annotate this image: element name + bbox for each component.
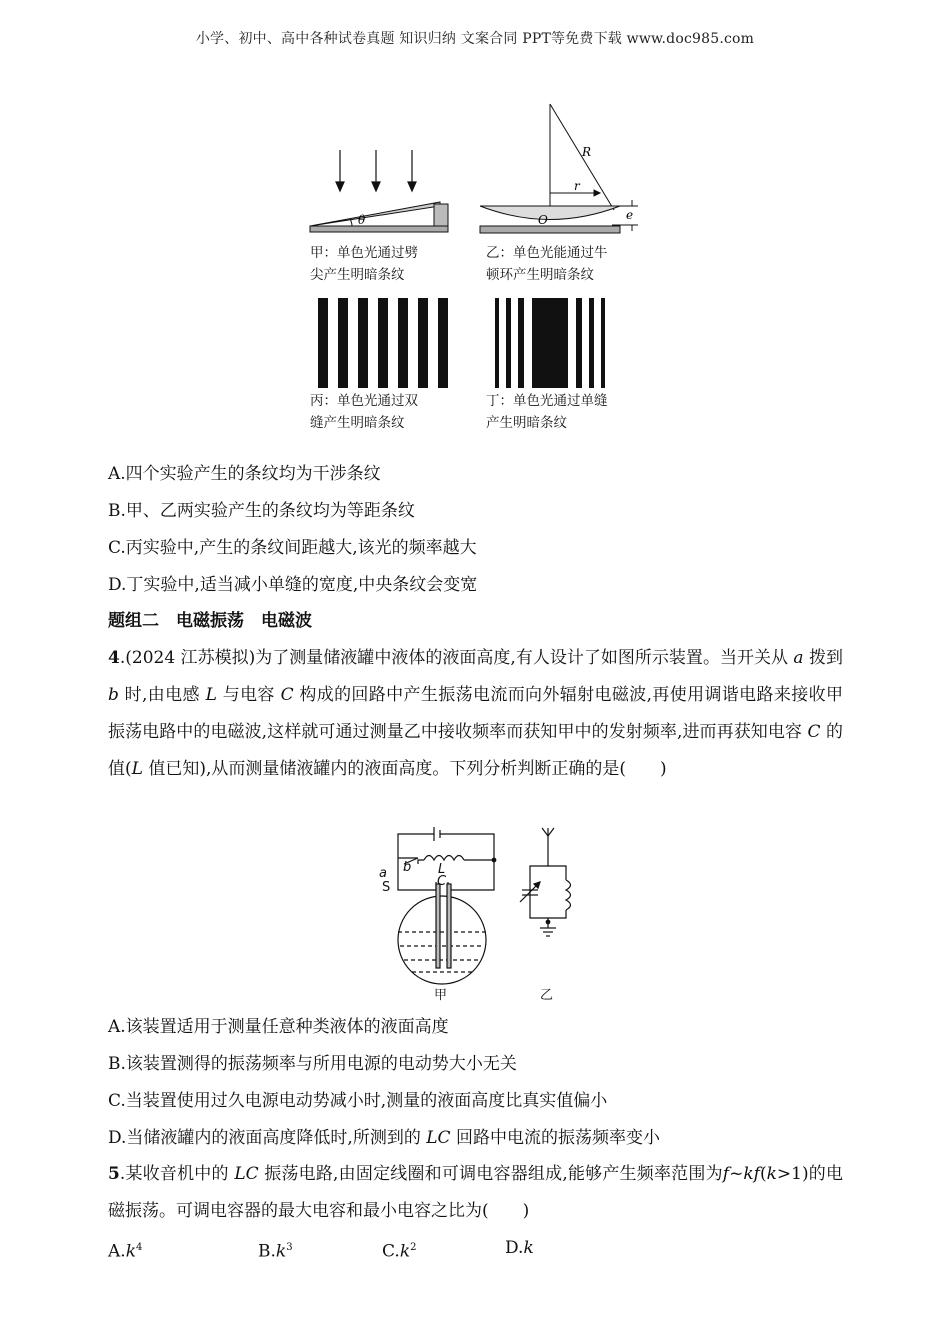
q5-text: 振荡电路,由固定线圈和可调电容器组成,能够产生频率范围为 — [258, 1164, 723, 1184]
q5-option-c-label: C. — [382, 1241, 400, 1262]
q4-option-d-text: D.当储液罐内的液面高度降低时,所测到的 — [108, 1128, 427, 1148]
q4-option-c: C.当装置使用过久电源电动势减小时,测量的液面高度比真实值偏小 — [108, 1091, 608, 1111]
q5-option-b-k: k — [275, 1241, 287, 1262]
q5-text: ( — [759, 1164, 767, 1184]
q4-number: 4 — [108, 648, 120, 668]
q5-text: .某收音机中的 — [119, 1164, 235, 1184]
q3-option-a: A.四个实验产生的条纹均为干涉条纹 — [108, 464, 381, 484]
air-wedge — [310, 202, 448, 232]
q5-option-b — [258, 1236, 293, 1264]
q5-option-b-exp: 3 — [286, 1242, 293, 1253]
caption-yi-1: 乙：单色光能通过牛 — [486, 245, 608, 261]
newton-rings-apparatus — [480, 104, 638, 233]
q4-C: C — [807, 722, 821, 742]
q5-stem — [108, 1156, 843, 1230]
q5-option-a-k: k — [125, 1241, 136, 1262]
q4-stem — [108, 640, 843, 788]
r-label: r — [574, 179, 580, 193]
q4-option-d-lc: LC — [426, 1128, 451, 1148]
q4-text: 值已知),从而测量储液罐内的液面高度。下列分析判断正确的是( ) — [142, 759, 667, 779]
incident-light-arrows — [336, 150, 416, 191]
q4-option-a: A.该装置适用于测量任意种类液体的液面高度 — [108, 1017, 449, 1037]
q5-text: ~ — [729, 1164, 744, 1184]
caption-ding-1: 丁：单色光通过单缝 — [486, 393, 608, 409]
q5-number: 5 — [108, 1164, 120, 1184]
q4-b: b — [108, 685, 119, 705]
q4-C: C — [280, 685, 294, 705]
caption-ding-2: 产生明暗条纹 — [486, 415, 567, 431]
q5-kf: kf — [743, 1164, 760, 1184]
q4-a: a — [793, 648, 804, 668]
capacitor-label: C — [437, 874, 447, 889]
q5-option-c — [382, 1236, 417, 1264]
section-heading: 题组二 电磁振荡 电磁波 — [108, 611, 312, 631]
caption-jia-1: 甲：单色光通过劈 — [310, 245, 418, 261]
fig-jia-label: 甲 — [434, 988, 448, 1003]
q4-L: L — [205, 685, 217, 705]
q5-option-c-exp: 2 — [410, 1242, 417, 1253]
q5-option-d-k: k — [523, 1238, 534, 1258]
q5-lc: LC — [234, 1164, 259, 1184]
q3-option-c: C.丙实验中,产生的条纹间距越大,该光的频率越大 — [108, 538, 477, 558]
e-label: e — [626, 208, 634, 222]
switch-a-label: a — [379, 866, 387, 881]
q4-text: 的值( — [108, 722, 843, 779]
fig-yi-label: 乙 — [540, 988, 554, 1003]
q4-text: 时,由电感 — [118, 685, 206, 705]
q4-text: .(2024 江苏模拟)为了测量储液罐中液体的液面高度,有人设计了如图所示装置。当开关从 — [119, 648, 794, 668]
q4-L: L — [131, 759, 143, 779]
lc-circuit-figure — [370, 822, 590, 1007]
q4-option-d-text: 回路中电流的振荡频率变小 — [450, 1128, 660, 1148]
theta-label: θ — [358, 213, 366, 227]
q5-option-d — [505, 1236, 534, 1260]
circuit-jia — [398, 827, 496, 984]
q5-f: f — [722, 1164, 730, 1184]
R-label: R — [582, 145, 592, 159]
q4-text: 构成的回路中产生振荡电流而向外辐射电磁波,再使用调谐电路来接收甲振荡电路中的电磁波,这样就可通过测量乙中接收频率而获知甲中的发射频率,进而再获知电容 — [108, 685, 843, 742]
q3-option-b: B.甲、乙两实验产生的条纹均为等距条纹 — [108, 501, 415, 521]
caption-yi-2: 顿环产生明暗条纹 — [486, 267, 594, 283]
q4-text: 与电容 — [216, 685, 281, 705]
q5-text: >1)的电磁振荡。可调电容器的最大电容和最小电容之比为( ) — [108, 1164, 843, 1221]
q5-k: k — [766, 1164, 777, 1184]
caption-bing-2: 缝产生明暗条纹 — [310, 415, 405, 431]
caption-jia-2: 尖产生明暗条纹 — [310, 267, 405, 283]
caption-bing-1: 丙：单色光通过双 — [310, 393, 418, 409]
inductor-label: L — [438, 862, 446, 877]
q4-option-b: B.该装置测得的振荡频率与所用电源的电动势大小无关 — [108, 1054, 517, 1074]
single-slit-fringes — [495, 298, 605, 388]
page-header: 小学、初中、高中各种试卷真题 知识归纳 文案合同 PPT等免费下载 www.doc985.com — [195, 31, 755, 47]
q5-option-d-label: D. — [505, 1238, 524, 1258]
q5-option-a — [108, 1236, 142, 1264]
double-slit-fringes — [318, 298, 448, 388]
switch-s-label: S — [382, 880, 391, 895]
q5-option-c-k: k — [399, 1241, 411, 1262]
lc-circuit-svg — [370, 822, 590, 1007]
q5-option-a-label: A. — [108, 1241, 126, 1262]
switch-b-label: b — [403, 860, 412, 875]
q5-option-a-exp: 4 — [136, 1242, 143, 1253]
optics-figure — [300, 98, 660, 438]
q3-option-d: D.丁实验中,适当减小单缝的宽度,中央条纹会变宽 — [108, 575, 478, 595]
q4-option-d — [108, 1126, 660, 1150]
q5-option-b-label: B. — [258, 1241, 276, 1262]
circuit-yi — [520, 828, 571, 936]
q4-text: 拨到 — [803, 648, 843, 668]
O-label: O — [538, 213, 548, 227]
